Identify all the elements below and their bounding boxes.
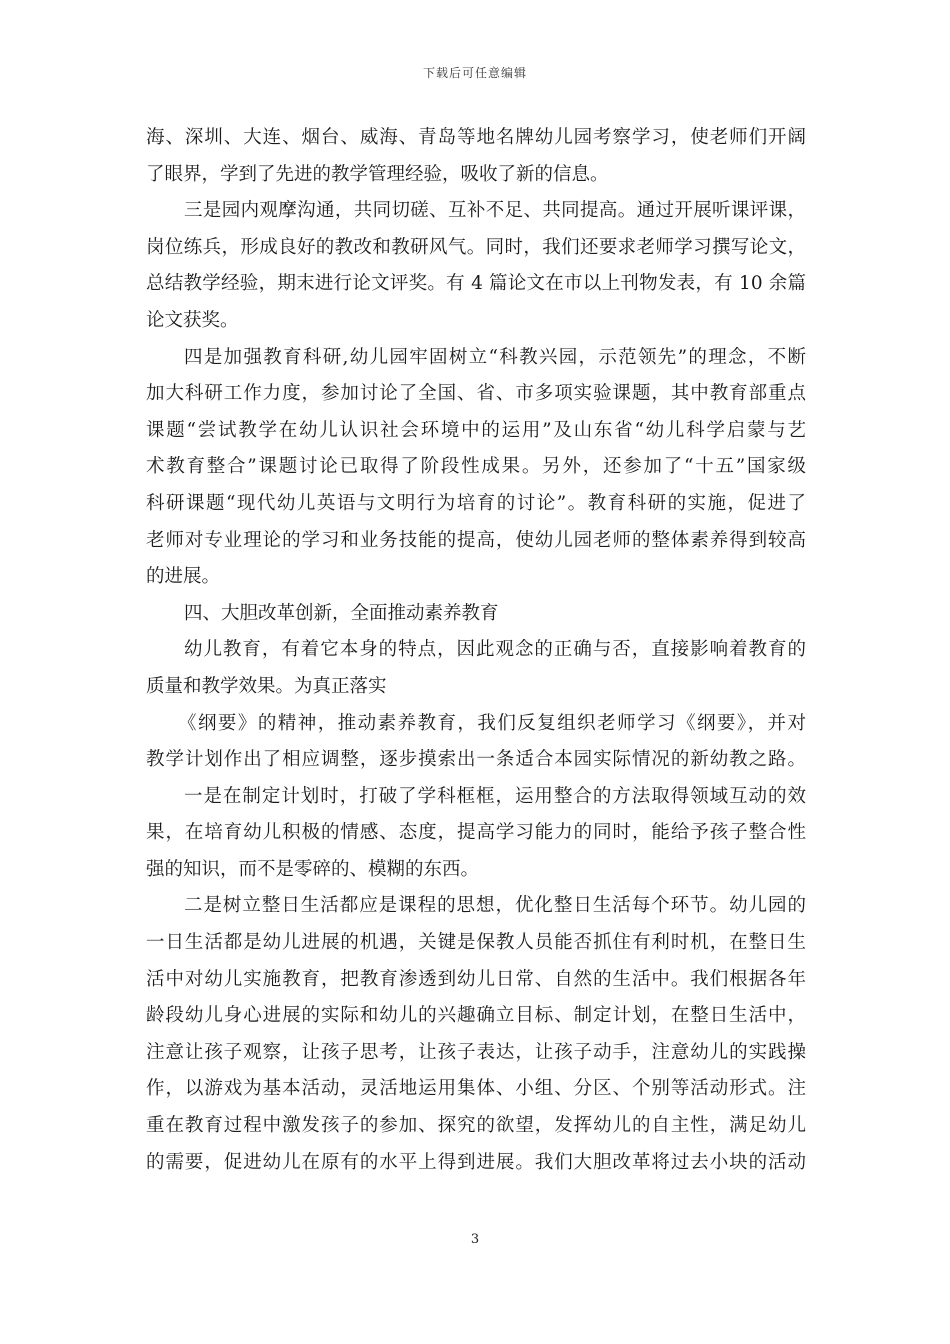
body-line: 四是加强教育科研,幼儿园牢固树立“科教兴园，示范领先”的理念，不断: [184, 346, 806, 368]
body-line: 术教育整合”课题讨论已取得了阶段性成果。另外，还参加了“十五”国家级: [146, 456, 806, 478]
body-line: 重在教育过程中激发孩子的参加、探究的欲望，发挥幼儿的自主性，满足幼儿: [146, 1115, 806, 1137]
body-line: 一是在制定计划时，打破了学科框框，运用整合的方法取得领域互动的效: [184, 785, 806, 807]
body-line: 强的知识，而不是零碎的、模糊的东西。: [146, 858, 480, 880]
body-line: 果，在培育幼儿积极的情感、态度，提高学习能力的同时，能给予孩子整合性: [146, 822, 806, 844]
body-line: 作，以游戏为基本活动，灵活地运用集体、小组、分区、个别等活动形式。注: [146, 1078, 806, 1100]
body-line: 幼儿教育，有着它本身的特点，因此观念的正确与否，直接影响着教育的: [184, 639, 806, 661]
body-line: 一日生活都是幼儿进展的机遇，关键是保教人员能否抓住有利时机，在整日生: [146, 932, 806, 954]
page-number: 3: [470, 1232, 480, 1247]
body-line: 总结教学经验，期末进行论文评奖。有 4 篇论文在市以上刊物发表，有 10 余篇: [146, 273, 806, 295]
body-line: 加大科研工作力度，参加讨论了全国、省、市多项实验课题，其中教育部重点: [146, 383, 806, 405]
body-line: 课题“尝试教学在幼儿认识社会环境中的运用”及山东省“幼儿科学启蒙与艺: [146, 419, 806, 441]
body-line: 二是树立整日生活都应是课程的思想，优化整日生活每个环节。幼儿园的: [184, 895, 806, 917]
body-line: 质量和教学效果。为真正落实: [146, 675, 387, 697]
document-body: [146, 120, 806, 1181]
body-line: 教学计划作出了相应调整，逐步摸索出一条适合本园实际情况的新幼教之路。: [146, 749, 806, 771]
body-line: 注意让孩子观察，让孩子思考，让孩子表达，让孩子动手，注意幼儿的实践操: [146, 1041, 806, 1063]
body-line: 科研课题“现代幼儿英语与文明行为培育的讨论”。教育科研的实施，促进了: [146, 492, 806, 514]
body-line: 了眼界，学到了先进的教学管理经验，吸收了新的信息。: [146, 163, 609, 185]
body-line: 活中对幼儿实施教育，把教育渗透到幼儿日常、自然的生活中。我们根据各年: [146, 968, 806, 990]
body-line: 龄段幼儿身心进展的实际和幼儿的兴趣确立目标、制定计划，在整日生活中，: [146, 1005, 806, 1027]
page-header: 下载后可任意编辑: [422, 66, 527, 80]
body-line: 海、深圳、大连、烟台、威海、青岛等地名牌幼儿园考察学习，使老师们开阔: [146, 127, 806, 148]
section-heading: 四、大胆改革创新，全面推动素养教育: [184, 602, 499, 624]
body-line: 三是园内观摩沟通，共同切磋、互补不足、共同提高。通过开展听课评课，: [184, 200, 806, 222]
body-line: 《纲要》的精神，推动素养教育，我们反复组织老师学习《纲要》，并对: [178, 712, 806, 734]
body-line: 老师对专业理论的学习和业务技能的提高，使幼儿园老师的整体素养得到较高: [146, 529, 806, 551]
body-line: 的需要，促进幼儿在原有的水平上得到进展。我们大胆改革将过去小块的活动: [146, 1151, 806, 1173]
body-line: 论文获奖。: [146, 309, 239, 331]
body-line: 岗位练兵，形成良好的教改和教研风气。同时，我们还要求老师学习撰写论文，: [146, 236, 806, 258]
body-line: 的进展。: [146, 566, 221, 588]
